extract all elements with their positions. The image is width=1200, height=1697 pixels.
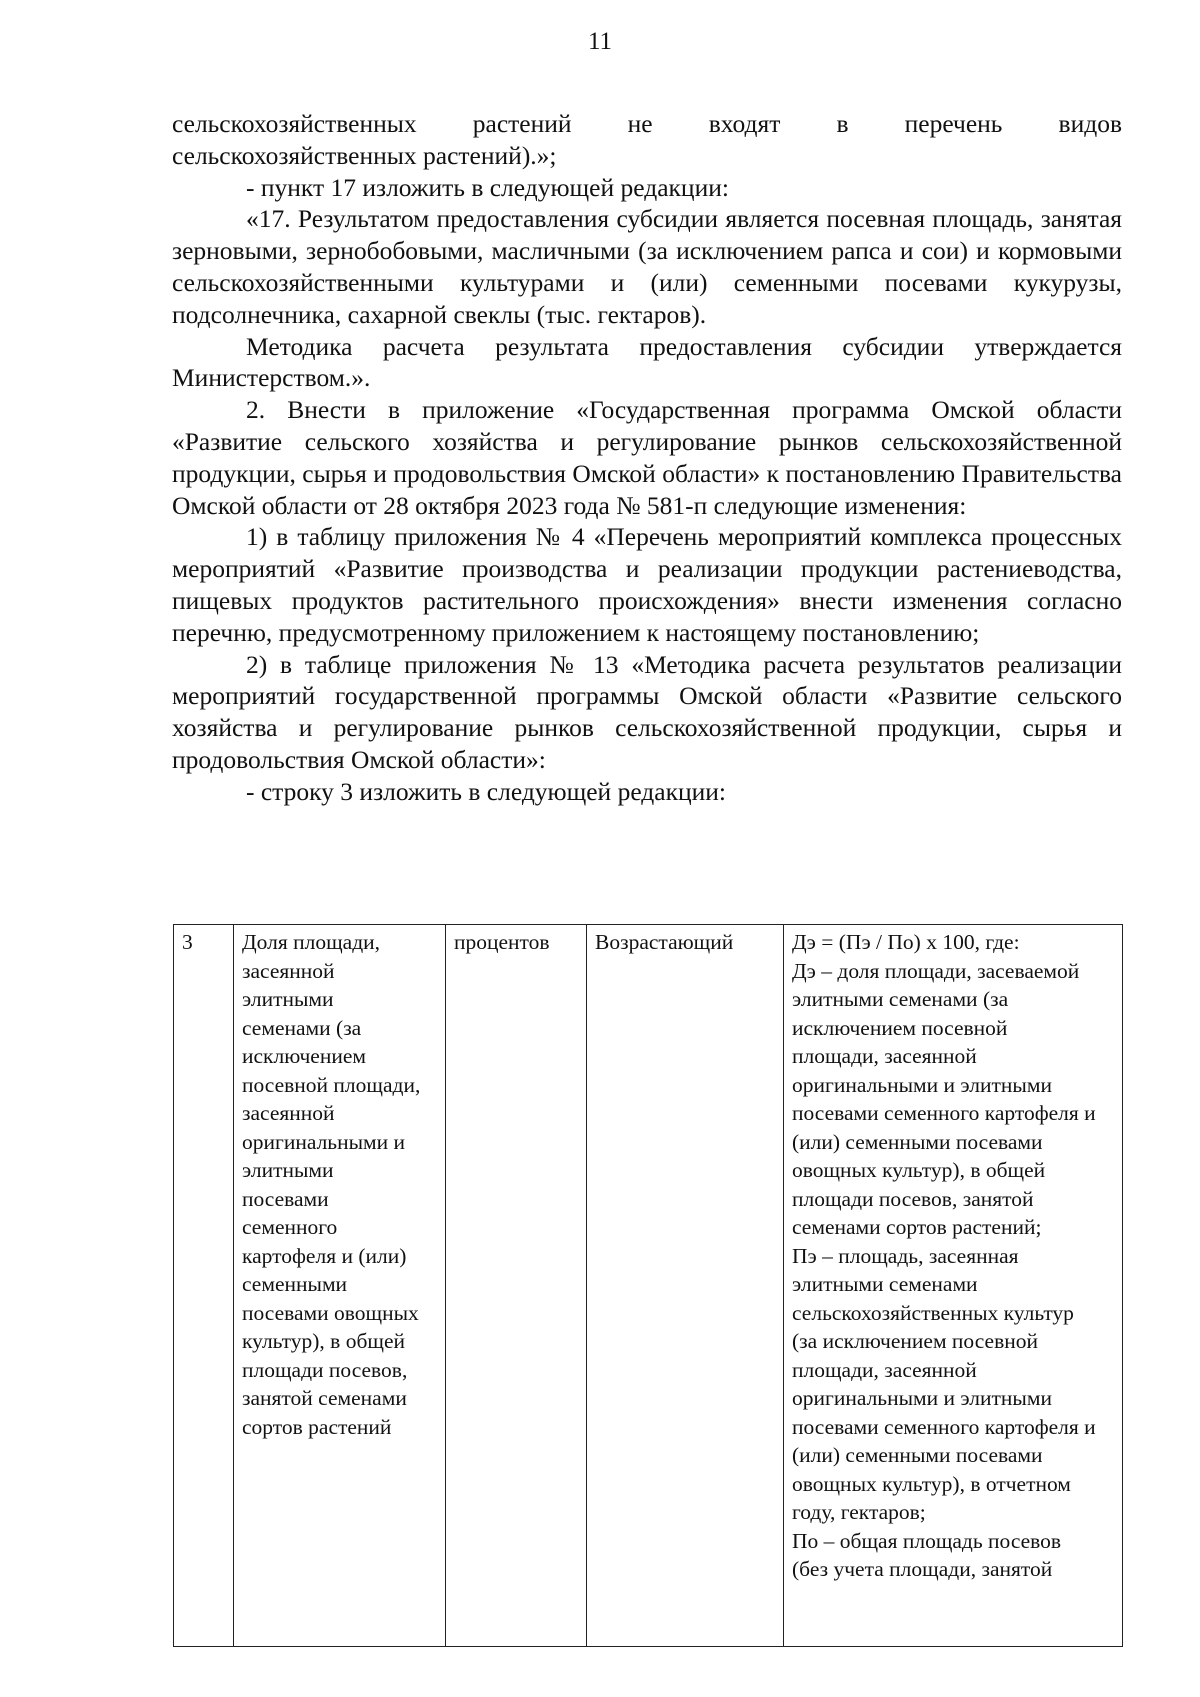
name-line: посевами <box>242 1186 329 1211</box>
method-line: оригинальными и элитными <box>792 1072 1052 1097</box>
method-line: По – общая площадь посевов <box>792 1528 1062 1553</box>
indicator-table <box>173 924 1123 1647</box>
name-line: занятой семенами <box>242 1386 407 1410</box>
method-line: семенами сортов растений; <box>792 1215 1042 1239</box>
name-line: элитными <box>242 1158 334 1182</box>
method-line: оригинальными и элитными <box>792 1386 1052 1410</box>
paragraph-item-17-instruction: - пункт 17 изложить в следующей редакции: <box>246 172 729 202</box>
table-cell-indicator-name <box>234 925 446 1647</box>
table-cell-trend: Возрастающий <box>587 925 784 1647</box>
name-line: семенами (за <box>242 1015 362 1040</box>
name-line: оригинальными и <box>242 1129 406 1154</box>
method-line: посевами семенного картофеля и <box>792 1414 1096 1439</box>
name-line: исключением <box>242 1044 366 1068</box>
table-row <box>174 925 1123 1647</box>
paragraph-item-17-text: «17. Результатом предоставления субсидии является посевная площадь, занятая зерновыми, зернобобовыми, масличными (за исключением рапса и сои) и кормовыми сельскохозяйственными культурами и (или) семенными посевами кукурузы, подсолнечника, сахарной свеклы (тыс. гектаров). <box>172 204 1122 329</box>
name-line: посевной площади, <box>242 1072 421 1097</box>
method-line: Дэ = (Пэ / По) x 100, где: <box>792 930 1020 954</box>
paragraph-subitem-1: 1) в таблицу приложения № 4 «Перечень мероприятий комплекса процессных мероприятий «Развитие производства и реализации продукции растениеводства, пищевых продуктов растительного происхождения» внести изменения согласно перечню, предусмотренному приложением к настоящему постановлению; <box>172 522 1122 647</box>
method-line: сельскохозяйственных культур <box>792 1300 1074 1325</box>
method-line: площади, засеянной <box>792 1044 977 1068</box>
method-line: посевами семенного картофеля и <box>792 1101 1096 1125</box>
name-line: площади посевов, <box>242 1357 408 1382</box>
name-line: картофеля и (или) <box>242 1243 407 1268</box>
paragraph-continuation: сельскохозяйственных растений не входят в перечень видов <box>172 109 1122 138</box>
method-line: Пэ – площадь, засеянная <box>792 1243 1019 1268</box>
name-line: семенными <box>242 1272 348 1296</box>
table-cell-number: 3 <box>174 925 234 1647</box>
name-line: Доля площади, <box>242 930 381 954</box>
method-line: году, гектаров; <box>792 1500 926 1524</box>
method-line: (за исключением посевной <box>792 1329 1038 1353</box>
method-line: (или) семенными посевами <box>792 1129 1043 1154</box>
method-line: (или) семенными посевами <box>792 1443 1043 1467</box>
name-line: засеянной <box>242 958 335 983</box>
name-line: культур), в общей <box>242 1329 406 1353</box>
method-line: овощных культур), в отчетном <box>792 1471 1071 1496</box>
paragraph-continuation-end: сельскохозяйственных растений).»; <box>172 140 557 170</box>
method-line: площади посевов, занятой <box>792 1186 1034 1211</box>
name-line: засеянной <box>242 1101 335 1125</box>
paragraph-methodology: Методика расчета результата предоставления субсидии утверждается Министерством.». <box>172 331 1122 393</box>
page-number: 11 <box>587 28 613 55</box>
paragraph-section-2: 2. Внести в приложение «Государственная программа Омской области «Развитие сельского хозяйства и регулирование рынков сельскохозяйственной продукции, сырья и продовольствия Омской области» к постановлению Правительства Омской области от 28 октября 2023 года № 581-п следующие изменения: <box>172 395 1122 520</box>
method-line: элитными семенами <box>792 1272 978 1296</box>
name-line: семенного <box>242 1215 338 1239</box>
method-line: (без учета площади, занятой <box>792 1557 1053 1581</box>
method-line: овощных культур), в общей <box>792 1158 1046 1182</box>
name-line: сортов растений <box>242 1414 392 1439</box>
table-cell-unit: процентов <box>446 925 587 1647</box>
name-line: посевами овощных <box>242 1300 419 1325</box>
method-line: площади, засеянной <box>792 1357 977 1382</box>
paragraph-row-3-instruction: - строку 3 изложить в следующей редакции: <box>246 776 727 806</box>
paragraph-subitem-2: 2) в таблице приложения № 13 «Методика расчета результатов реализации мероприятий государственной программы Омской области «Развитие сельского хозяйства и регулирование рынков сельскохозяйственной продукции, сырья и продовольствия Омской области»: <box>172 649 1122 774</box>
document-body <box>172 108 1122 808</box>
method-line: исключением посевной <box>792 1015 1008 1040</box>
method-line: Дэ – доля площади, засеваемой <box>792 958 1080 983</box>
name-line: элитными <box>242 987 334 1011</box>
table-cell-method <box>784 925 1123 1647</box>
method-line: элитными семенами (за <box>792 987 1009 1011</box>
